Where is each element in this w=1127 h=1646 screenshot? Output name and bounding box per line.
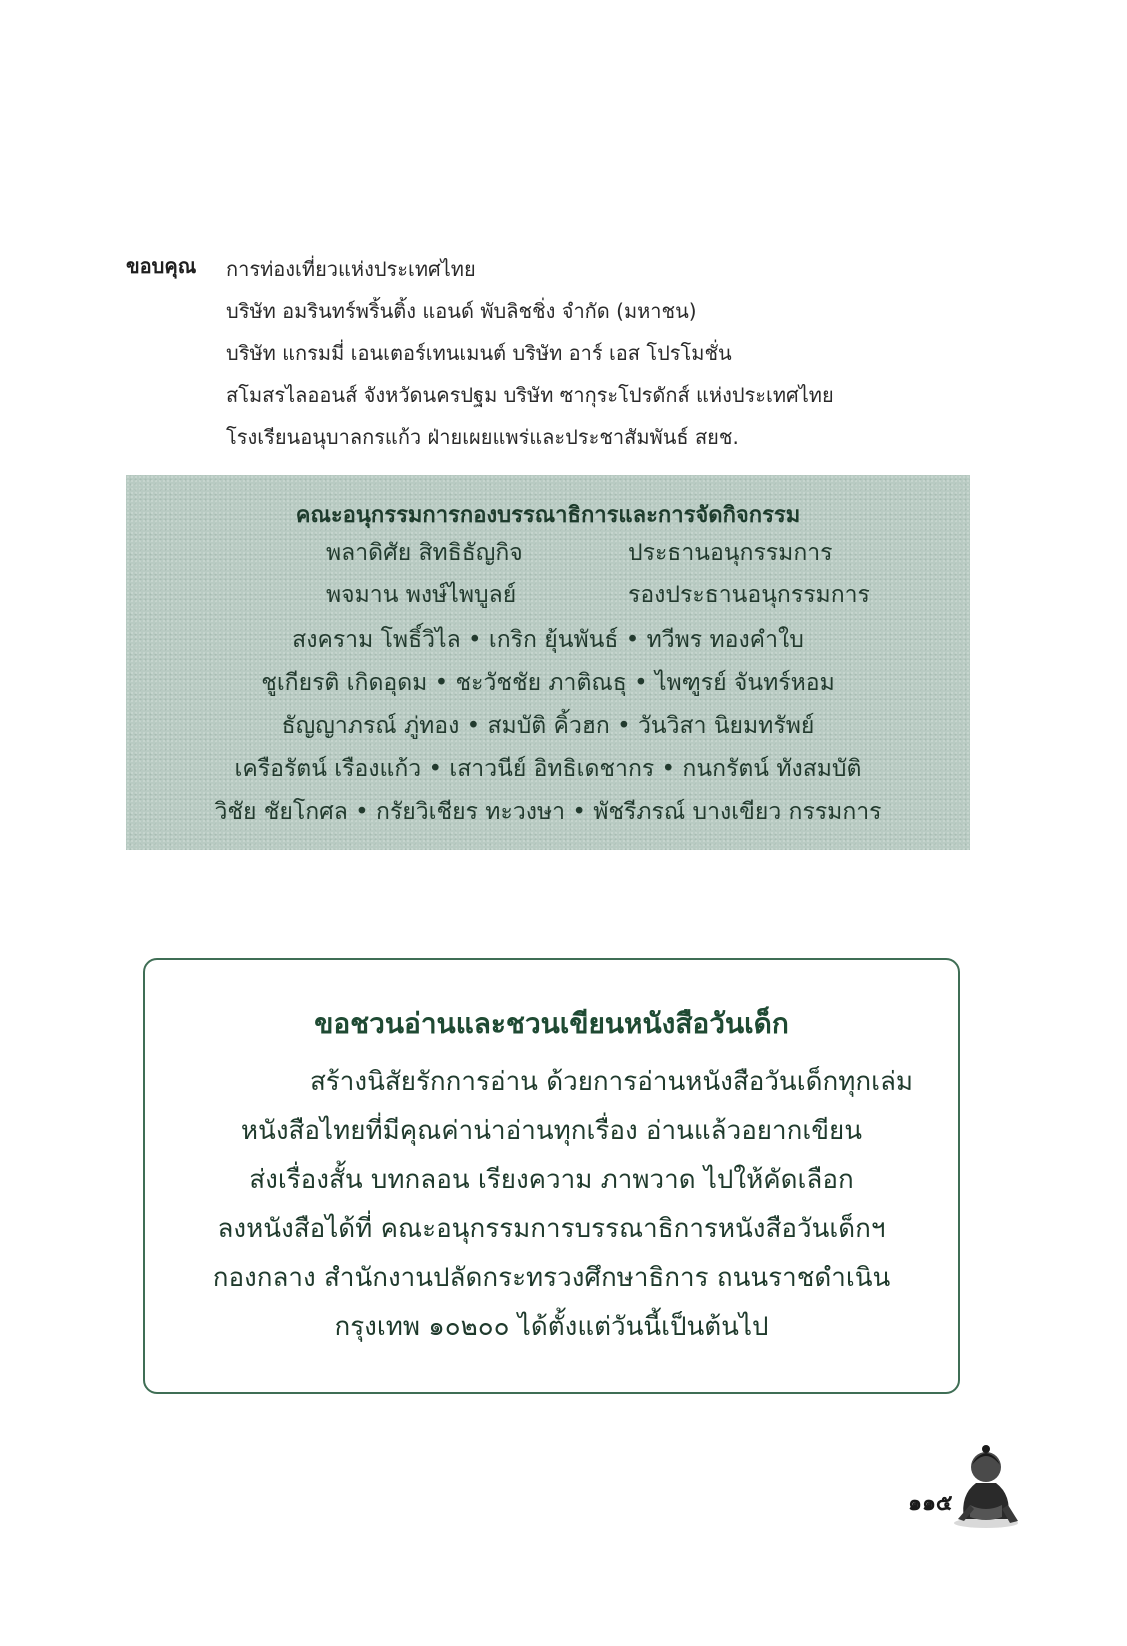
acknowledgement-line: โรงเรียนอนุบาลกรแก้ว ฝ่ายเผยแพร่และประชาสัมพันธ์ สยช. — [226, 425, 739, 449]
committee-chair-row — [126, 535, 970, 575]
chair-role: ประธานอนุกรรมการ — [628, 540, 833, 566]
acknowledgement-line: สโมสรไลออนส์ จังหวัดนครปฐม บริษัท ซากุระโปรดักส์ แห่งประเทศไทย — [226, 383, 834, 407]
invitation-box — [143, 958, 960, 1394]
committee-title: คณะอนุกรรมการกองบรรณาธิการและการจัดกิจกรรม — [295, 503, 801, 528]
acknowledgement-line: บริษัท แกรมมี่ เอนเตอร์เทนเมนต์ บริษัท อาร์ เอส โปรโมชั่น — [226, 341, 732, 365]
invitation-line: กองกลาง สำนักงานปลัดกระทรวงศึกษาธิการ ถนนราชดำเนิน — [212, 1263, 891, 1293]
committee-members-line: เครือรัตน์ เรืองแก้ว • เสาวนีย์ อิทธิเดชากร • กนกรัตน์ ทังสมบัติ — [234, 756, 862, 782]
chair-name: พลาดิศัย สิทธิธัญกิจ — [326, 540, 523, 566]
committee-box — [126, 475, 970, 850]
vice-chair-role: รองประธานอนุกรรมการ — [628, 582, 870, 608]
acknowledgements-list — [226, 248, 926, 458]
committee-members-list — [126, 619, 970, 834]
invitation-line: สร้างนิสัยรักการอ่าน ด้วยการอ่านหนังสือวันเด็กทุกเล่ม — [309, 1067, 914, 1097]
committee-members-line: ชูเกียรติ เกิดอุดม • ชะวัชชัย ภาติณธุ • ไพฑูรย์ จันทร์หอม — [261, 670, 835, 696]
acknowledgement-line: บริษัท อมรินทร์พริ้นติ้ง แอนด์ พับลิชชิ่ง จำกัด (มหาชน) — [226, 299, 697, 323]
child-sitting-icon — [950, 1435, 1022, 1530]
acknowledgements-label: ขอบคุณ — [126, 254, 197, 278]
committee-members-line: วิชัย ชัยโกศล • กรัยวิเชียร ทะวงษา • พัชรีภรณ์ บางเขียว กรรมการ — [214, 799, 882, 825]
invitation-body — [165, 1058, 938, 1352]
page-number: ๑๑๕ — [908, 1491, 953, 1516]
invitation-line: ลงหนังสือได้ที่ คณะอนุกรรมการบรรณาธิการหนังสือวันเด็กฯ — [217, 1214, 886, 1244]
committee-vice-chair-row — [126, 577, 970, 617]
invitation-title: ขอชวนอ่านและชวนเขียนหนังสือวันเด็ก — [314, 1007, 789, 1040]
invitation-line: ส่งเรื่องสั้น บทกลอน เรียงความ ภาพวาด ไปให้คัดเลือก — [249, 1165, 854, 1195]
invitation-line: หนังสือไทยที่มีคุณค่าน่าอ่านทุกเรื่อง อ่านแล้วอยากเขียน — [240, 1116, 863, 1146]
acknowledgement-line: การท่องเที่ยวแห่งประเทศไทย — [226, 257, 476, 281]
committee-members-line: ธัญญาภรณ์ ภู่ทอง • สมบัติ คิ้วฮก • วันวิสา นิยมทรัพย์ — [281, 713, 815, 739]
vice-chair-name: พจมาน พงษ์ไพบูลย์ — [326, 582, 517, 608]
committee-members-line: สงคราม โพธิ์วิไล • เกริก ยุ้นพันธ์ • ทวีพร ทองคำใบ — [292, 627, 804, 653]
invitation-line: กรุงเทพ ๑๐๒๐๐ ได้ตั้งแต่วันนี้เป็นต้นไป — [334, 1312, 769, 1342]
